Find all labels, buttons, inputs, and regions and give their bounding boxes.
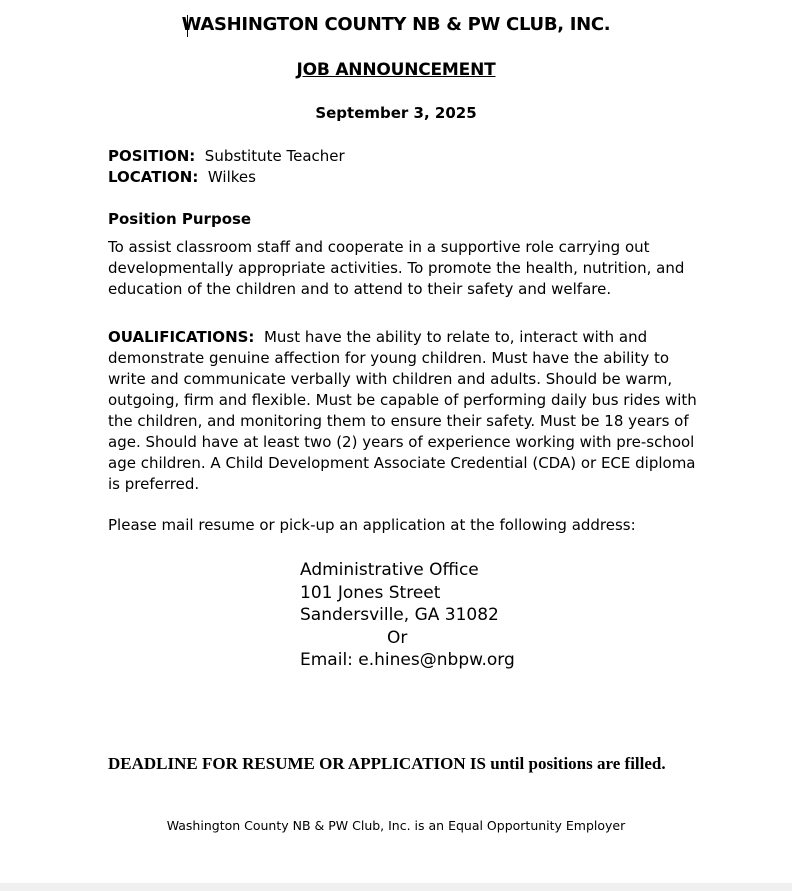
address-line-city: Sandersville, GA 31082: [300, 605, 499, 625]
location-field: [108, 168, 256, 186]
location-value: Wilkes: [207, 168, 256, 186]
deadline-notice: DEADLINE FOR RESUME OR APPLICATION IS until positions are filled.: [108, 754, 666, 773]
address-line-street: 101 Jones Street: [300, 582, 441, 603]
address-or: Or: [387, 627, 408, 648]
position-label: POSITION:: [108, 147, 196, 165]
document-type-heading: JOB ANNOUNCEMENT: [296, 60, 496, 80]
equal-opportunity-footer: Washington County NB & PW Club, Inc. is an Equal Opportunity Employer: [166, 818, 626, 833]
address-email: Email: e.hines@nbpw.org: [300, 650, 515, 670]
qualifications-paragraph: [108, 327, 698, 495]
address-line-office: Administrative Office: [300, 560, 479, 580]
mail-instructions: Please mail resume or pick-up an application at the following address:: [108, 516, 636, 534]
announcement-date: September 3, 2025: [315, 104, 477, 122]
page-bottom-edge: [0, 883, 792, 891]
location-label: LOCATION:: [108, 168, 199, 186]
position-field: [108, 147, 345, 165]
position-value: Substitute Teacher: [204, 147, 345, 165]
qualifications-label: OUALIFICATIONS:: [108, 328, 255, 346]
organization-title: WASHINGTON COUNTY NB & PW CLUB, INC.: [181, 14, 611, 35]
purpose-text: To assist classroom staff and cooperate in a supportive role carrying out developmentally appropriate activities. To promote the health, nutrition, and education of the children and to attend to their safety and welfare.: [108, 238, 685, 298]
qualifications-text: Must have the ability to relate to, interact with and demonstrate genuine affection for young children. Must have the ability to write and communicate verbally with children and adults. Should be warm, outgoing, firm and flexible. Must be capable of performing daily bus rides with the children, and monitoring them to ensure their safety. Must be 18 years of age. Should have at least two (2) years of experience working with pre-school age children. A Child Development Associate Credential (CDA) or ECE diploma is preferred.: [108, 328, 697, 493]
address-block: [300, 559, 515, 672]
purpose-heading: Position Purpose: [108, 210, 252, 228]
